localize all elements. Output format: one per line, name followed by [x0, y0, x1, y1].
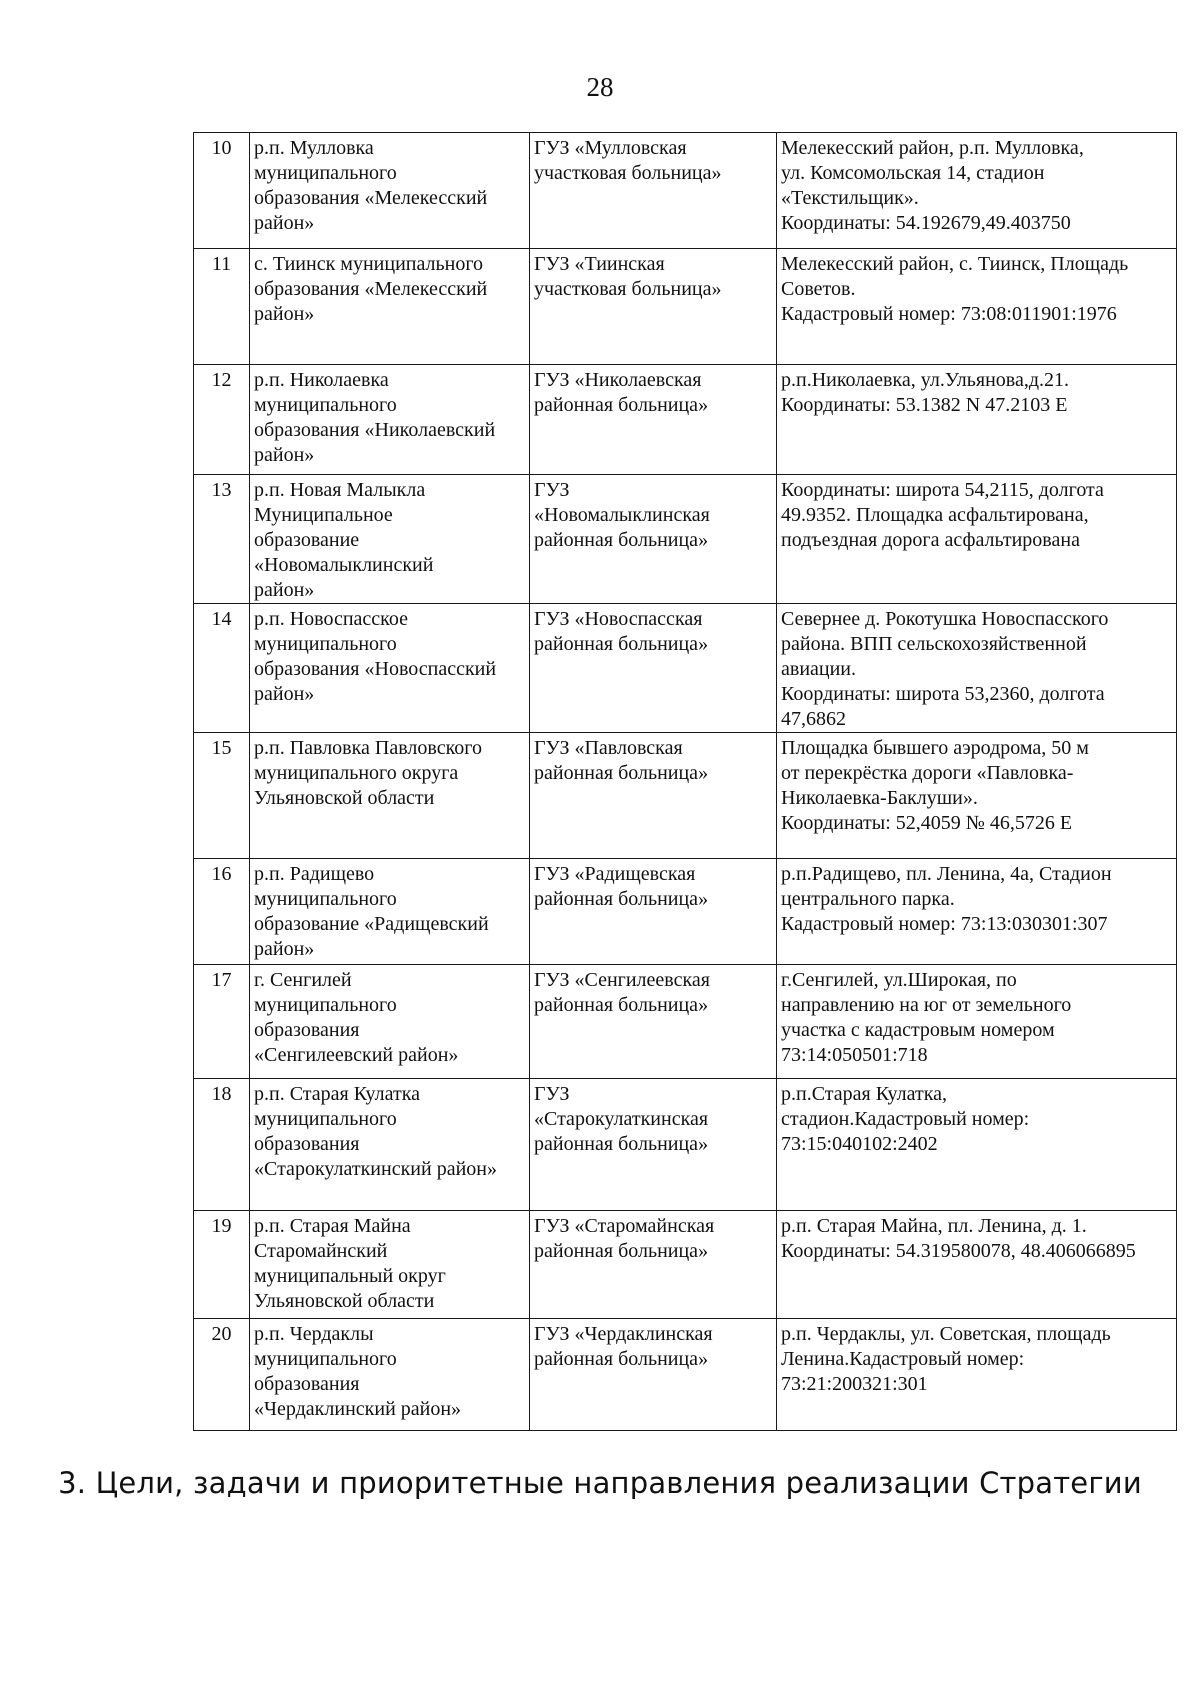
- location-line: 47,6862: [781, 708, 846, 730]
- location-cell: [777, 249, 1177, 365]
- hospital-cell: [530, 859, 777, 965]
- location-line: Мелекесский район, с. Тиинск, Площадь: [781, 253, 1129, 275]
- location-line: р.п.Николаевка, ул.Ульянова,д.21.: [781, 369, 1069, 391]
- table-row: [194, 365, 1177, 475]
- settlement-line: муниципального: [254, 994, 397, 1016]
- hospital-cell: [530, 604, 777, 733]
- hospital-line: ГУЗ «Новоспасская: [534, 608, 703, 630]
- location-line: «Текстильщик».: [781, 187, 919, 209]
- location-line: авиации.: [781, 658, 857, 680]
- settlement-cell: [250, 859, 530, 965]
- table-body: [194, 133, 1177, 1431]
- settlement-line: Старомайнский: [254, 1240, 388, 1262]
- table-row: [194, 1211, 1177, 1319]
- settlement-cell: [250, 733, 530, 859]
- location-line: р.п. Старая Майна, пл. Ленина, д. 1.: [781, 1215, 1087, 1237]
- table-row: [194, 965, 1177, 1079]
- hospital-line: «Старокулаткинская: [534, 1108, 709, 1130]
- settlement-line: муниципального: [254, 633, 397, 655]
- settlement-line: район»: [254, 938, 315, 960]
- section-heading: 3. Цели, задачи и приоритетные направления реализации Стратегии: [58, 1466, 1142, 1500]
- settlement-line: муниципального: [254, 394, 397, 416]
- location-line: 49.9352. Площадка асфальтирована,: [781, 504, 1089, 526]
- hospital-line: ГУЗ: [534, 1083, 570, 1105]
- table-row: [194, 1319, 1177, 1431]
- table-row: [194, 1079, 1177, 1211]
- settlement-line: р.п. Павловка Павловского: [254, 737, 483, 759]
- hospital-line: районная больница»: [534, 394, 709, 416]
- hospital-line: ГУЗ «Павловская: [534, 737, 683, 759]
- settlement-line: образование «Радищевский: [254, 913, 489, 935]
- location-line: Координаты: широта 53,2360, долгота: [781, 683, 1105, 705]
- table-row: [194, 133, 1177, 249]
- hospital-line: районная больница»: [534, 762, 709, 784]
- hospital-line: ГУЗ «Сенгилеевская: [534, 969, 710, 991]
- settlement-line: р.п. Старая Майна: [254, 1215, 411, 1237]
- location-line: р.п.Старая Кулатка,: [781, 1083, 948, 1105]
- settlement-line: Ульяновской области: [254, 1290, 435, 1312]
- settlement-line: образования: [254, 1133, 360, 1155]
- page-number: 28: [586, 72, 614, 102]
- settlement-line: р.п. Николаевка: [254, 369, 389, 391]
- location-cell: [777, 365, 1177, 475]
- hospital-cell: [530, 733, 777, 859]
- table-row: [194, 733, 1177, 859]
- location-line: р.п. Чердаклы, ул. Советская, площадь: [781, 1323, 1111, 1345]
- table-row: [194, 604, 1177, 733]
- settlement-line: муниципального: [254, 1108, 397, 1130]
- settlement-cell: [250, 475, 530, 604]
- settlement-line: р.п. Радищево: [254, 863, 375, 885]
- hospital-line: районная больница»: [534, 633, 709, 655]
- settlement-line: образования: [254, 1373, 360, 1395]
- hospital-cell: [530, 1211, 777, 1319]
- row-number: 20: [194, 1319, 250, 1431]
- hospital-line: районная больница»: [534, 1240, 709, 1262]
- settlement-line: район»: [254, 683, 315, 705]
- hospital-line: ГУЗ «Мулловская: [534, 137, 687, 159]
- location-cell: [777, 1079, 1177, 1211]
- settlement-cell: [250, 133, 530, 249]
- location-line: Координаты: 54.319580078, 48.406066895: [781, 1240, 1136, 1262]
- location-line: от перекрёстка дороги «Павловка-: [781, 762, 1074, 784]
- settlement-line: Ульяновской области: [254, 787, 435, 809]
- row-number: 15: [194, 733, 250, 859]
- settlement-line: г. Сенгилей: [254, 969, 352, 991]
- row-number: 12: [194, 365, 250, 475]
- location-line: ул. Комсомольская 14, стадион: [781, 162, 1045, 184]
- table-row: [194, 249, 1177, 365]
- location-cell: [777, 1319, 1177, 1431]
- hospital-cell: [530, 965, 777, 1079]
- hospital-line: ГУЗ «Николаевская: [534, 369, 702, 391]
- row-number: 13: [194, 475, 250, 604]
- settlement-line: образования «Николаевский: [254, 419, 496, 441]
- location-line: Николаевка-Баклуши».: [781, 787, 978, 809]
- hospital-cell: [530, 249, 777, 365]
- location-line: р.п.Радищево, пл. Ленина, 4а, Стадион: [781, 863, 1112, 885]
- location-line: стадион.Кадастровый номер:: [781, 1108, 1030, 1130]
- settlement-line: образования «Новоспасский: [254, 658, 497, 680]
- location-line: участка с кадастровым номером: [781, 1019, 1055, 1041]
- settlement-line: муниципальный округ: [254, 1265, 446, 1287]
- settlement-line: р.п. Старая Кулатка: [254, 1083, 421, 1105]
- settlement-line: р.п. Чердаклы: [254, 1323, 374, 1345]
- settlement-line: образования «Мелекесский: [254, 187, 488, 209]
- row-number: 18: [194, 1079, 250, 1211]
- hospital-cell: [530, 133, 777, 249]
- settlement-line: район»: [254, 579, 315, 601]
- settlement-cell: [250, 1211, 530, 1319]
- settlement-line: «Чердаклинский район»: [254, 1398, 462, 1420]
- location-cell: [777, 604, 1177, 733]
- location-line: подъездная дорога асфальтирована: [781, 529, 1080, 551]
- location-line: Севернее д. Рокотушка Новоспасского: [781, 608, 1109, 630]
- hospital-line: участковая больница»: [534, 162, 722, 184]
- hospital-cell: [530, 365, 777, 475]
- location-line: направлению на юг от земельного: [781, 994, 1072, 1016]
- settlement-line: «Старокулаткинский район»: [254, 1158, 497, 1180]
- location-line: Площадка бывшего аэродрома, 50 м: [781, 737, 1089, 759]
- settlement-line: образования: [254, 1019, 360, 1041]
- location-line: Кадастровый номер: 73:08:011901:1976: [781, 303, 1117, 325]
- settlement-line: Муниципальное: [254, 504, 393, 526]
- row-number: 17: [194, 965, 250, 1079]
- settlement-line: муниципального округа: [254, 762, 459, 784]
- row-number: 10: [194, 133, 250, 249]
- settlement-line: «Сенгилеевский район»: [254, 1044, 459, 1066]
- row-number: 14: [194, 604, 250, 733]
- settlement-line: с. Тиинск муниципального: [254, 253, 484, 275]
- hospital-line: районная больница»: [534, 994, 709, 1016]
- location-line: Координаты: 54.192679,49.403750: [781, 212, 1071, 234]
- location-line: района. ВПП сельскохозяйственной: [781, 633, 1087, 655]
- row-number: 19: [194, 1211, 250, 1319]
- location-line: Координаты: 52,4059 № 46,5726 Е: [781, 812, 1073, 834]
- location-cell: [777, 1211, 1177, 1319]
- settlement-line: муниципального: [254, 1348, 397, 1370]
- hospital-line: ГУЗ: [534, 479, 570, 501]
- hospital-line: ГУЗ «Радищевская: [534, 863, 696, 885]
- hospital-cell: [530, 1319, 777, 1431]
- settlement-line: муниципального: [254, 888, 397, 910]
- settlement-line: р.п. Мулловка: [254, 137, 374, 159]
- settlement-cell: [250, 1079, 530, 1211]
- settlement-cell: [250, 1319, 530, 1431]
- row-number: 11: [194, 249, 250, 365]
- hospital-cell: [530, 1079, 777, 1211]
- row-number: 16: [194, 859, 250, 965]
- hospital-line: районная больница»: [534, 529, 709, 551]
- location-cell: [777, 475, 1177, 604]
- table-row: [194, 475, 1177, 604]
- settlement-cell: [250, 604, 530, 733]
- settlement-line: образования «Мелекесский: [254, 278, 488, 300]
- location-line: Координаты: широта 54,2115, долгота: [781, 479, 1104, 501]
- location-line: Координаты: 53.1382 N 47.2103 E: [781, 394, 1068, 416]
- table-row: [194, 859, 1177, 965]
- helipad-sites-table: [193, 132, 1177, 1431]
- hospital-cell: [530, 475, 777, 604]
- location-line: 73:15:040102:2402: [781, 1133, 938, 1155]
- settlement-cell: [250, 249, 530, 365]
- location-line: Советов.: [781, 278, 856, 300]
- hospital-line: «Новомалыклинская: [534, 504, 710, 526]
- hospital-line: ГУЗ «Тиинская: [534, 253, 665, 275]
- location-cell: [777, 733, 1177, 859]
- hospital-line: участковая больница»: [534, 278, 722, 300]
- location-line: центрального парка.: [781, 888, 955, 910]
- hospital-line: районная больница»: [534, 888, 709, 910]
- settlement-line: образование: [254, 529, 360, 551]
- location-line: Ленина.Кадастровый номер:: [781, 1348, 1025, 1370]
- location-line: Мелекесский район, р.п. Мулловка,: [781, 137, 1084, 159]
- hospital-line: районная больница»: [534, 1133, 709, 1155]
- location-line: г.Сенгилей, ул.Широкая, по: [781, 969, 1017, 991]
- settlement-cell: [250, 365, 530, 475]
- settlement-line: муниципального: [254, 162, 397, 184]
- location-line: Кадастровый номер: 73:13:030301:307: [781, 913, 1108, 935]
- location-cell: [777, 965, 1177, 1079]
- hospital-line: ГУЗ «Старомайнская: [534, 1215, 715, 1237]
- location-cell: [777, 133, 1177, 249]
- settlement-line: район»: [254, 303, 315, 325]
- settlement-line: район»: [254, 444, 315, 466]
- location-cell: [777, 859, 1177, 965]
- location-line: 73:21:200321:301: [781, 1373, 928, 1395]
- hospital-line: ГУЗ «Чердаклинская: [534, 1323, 713, 1345]
- settlement-line: «Новомалыклинский: [254, 554, 434, 576]
- settlement-line: район»: [254, 212, 315, 234]
- settlement-cell: [250, 965, 530, 1079]
- location-line: 73:14:050501:718: [781, 1044, 928, 1066]
- settlement-line: р.п. Новая Малыкла: [254, 479, 426, 501]
- settlement-line: р.п. Новоспасское: [254, 608, 408, 630]
- hospital-line: районная больница»: [534, 1348, 709, 1370]
